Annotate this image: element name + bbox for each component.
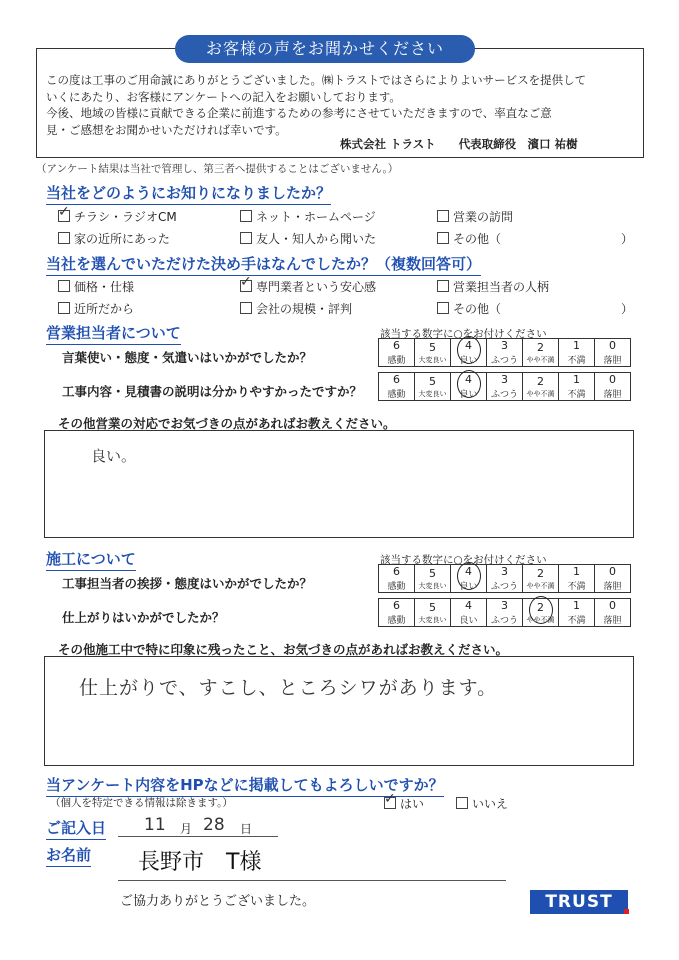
- day-unit: 日: [240, 822, 253, 836]
- rating-cell[interactable]: [415, 339, 451, 367]
- checkbox[interactable]: [240, 280, 252, 292]
- checkbox[interactable]: [58, 210, 70, 222]
- rating-cell[interactable]: [487, 339, 523, 367]
- intro-line: 見・ご感想をお聞かせいただければ幸いです。: [46, 122, 287, 137]
- sales-question-b: 工事内容・見積書の説明は分かりやすかったですか？: [62, 384, 363, 399]
- rating-cell[interactable]: [595, 599, 631, 627]
- trust-logo: [530, 890, 628, 914]
- q2-option[interactable]: [437, 300, 633, 317]
- rating-cell[interactable]: [487, 599, 523, 627]
- sales-question-a: 言葉使い・態度・気遣いはいかがでしたか？: [62, 350, 313, 365]
- rating-number: 5: [429, 340, 436, 354]
- q2-title: 当社を選んでいただけた決め手はなんでしたか？（複数回答可）: [46, 253, 481, 276]
- rating-number: 1: [573, 339, 580, 352]
- rating-label: 大変良い: [418, 581, 447, 590]
- rating-label: 不満: [567, 390, 586, 400]
- rating-cell[interactable]: [487, 373, 523, 401]
- selected-circle: [457, 370, 481, 398]
- rating-number: 5: [429, 374, 436, 388]
- sales-comment-text: 良い。: [91, 447, 137, 465]
- rating-table: [378, 372, 631, 401]
- rating-label: 不満: [567, 616, 586, 626]
- rating-cell[interactable]: [487, 565, 523, 593]
- rating-cell[interactable]: [415, 565, 451, 593]
- rating-number: 1: [573, 565, 580, 578]
- date-underline: [118, 836, 278, 837]
- rating-label: 良い: [459, 616, 478, 626]
- rating-instruction: 該当する数字に○をお付けください: [380, 328, 547, 340]
- q2-option[interactable]: [437, 278, 549, 295]
- survey-title-banner: お客様の声をお聞かせください: [175, 35, 475, 63]
- option-label: 専門業者という安心感: [256, 280, 377, 294]
- rating-row: [379, 339, 631, 367]
- rating-cell[interactable]: [451, 565, 487, 593]
- logo-dot: [624, 909, 629, 914]
- rating-cell[interactable]: [559, 339, 595, 367]
- rating-number: 3: [501, 565, 508, 578]
- rating-label: やや不満: [526, 615, 555, 624]
- rating-instruction: 該当する数字に○をお付けください: [380, 554, 547, 566]
- logo-text: TRUST: [545, 892, 613, 912]
- option-label: いいえ: [472, 797, 509, 811]
- selected-circle: [529, 596, 553, 624]
- q2-option[interactable]: [240, 300, 352, 317]
- q1-option[interactable]: [437, 230, 633, 247]
- publish-note: （個人を特定できる情報は除きます。）: [50, 797, 233, 809]
- rating-number: 3: [501, 339, 508, 352]
- rating-label: 落胆: [603, 390, 622, 400]
- q1-title: 当社をどのようにお知りになりましたか？: [46, 182, 331, 205]
- rating-cell[interactable]: [595, 339, 631, 367]
- option-label: 家の近所にあった: [74, 232, 170, 246]
- option-label: その他（ ）: [453, 232, 634, 246]
- rating-label: 大変良い: [418, 355, 447, 364]
- rating-number: 2: [537, 600, 544, 614]
- option-label: 営業担当者の人柄: [453, 280, 550, 294]
- option-label: その他（ ）: [453, 302, 634, 316]
- rating-label: 感動: [387, 582, 406, 592]
- date-day: 28: [203, 815, 225, 835]
- intro-line: 今後、地域の皆様に貢献できる企業に前進するための参考にさせていただきますので、率直なご意: [46, 106, 552, 120]
- q2-option[interactable]: [240, 278, 376, 295]
- rating-cell[interactable]: [379, 339, 415, 367]
- construction-comment-text: 仕上がりで、すこし、ところシワがあります。: [79, 677, 498, 699]
- rating-label: ふつう: [490, 616, 518, 626]
- rating-number: 2: [537, 566, 544, 580]
- rating-label: やや不満: [526, 355, 555, 364]
- rating-label: 良い: [459, 390, 478, 400]
- rating-cell[interactable]: [451, 599, 487, 627]
- q2-option[interactable]: [58, 300, 134, 317]
- q1-option[interactable]: [58, 208, 177, 225]
- rating-label: 不満: [567, 582, 586, 592]
- rating-number: 4: [465, 339, 472, 352]
- rating-label: 大変良い: [418, 389, 447, 398]
- rating-number: 1: [573, 599, 580, 612]
- checkbox[interactable]: [58, 232, 70, 244]
- customer-name: 長野市 T様: [138, 850, 262, 875]
- rating-number: 4: [465, 599, 472, 612]
- rating-label: やや不満: [526, 581, 555, 590]
- checkbox[interactable]: [437, 210, 449, 222]
- rating-table: [378, 598, 631, 627]
- rating-number: 2: [537, 340, 544, 354]
- rating-number: 1: [573, 373, 580, 386]
- rating-cell[interactable]: [523, 599, 559, 627]
- sales-comment-prompt: その他営業の対応でお気づきの点があればお教えください。: [58, 416, 396, 431]
- rating-number: 5: [429, 566, 436, 580]
- rating-cell[interactable]: [559, 373, 595, 401]
- checkbox[interactable]: [437, 302, 449, 314]
- rating-number: 0: [609, 339, 616, 352]
- rating-number: 2: [537, 374, 544, 388]
- option-label: ネット・ホームページ: [256, 210, 376, 224]
- q1-option[interactable]: [240, 208, 376, 225]
- intro-line: いくにあたり、お客様にアンケートへの記入をお願いしております。: [46, 89, 401, 104]
- checkbox[interactable]: [437, 232, 449, 244]
- rating-label: 感動: [387, 390, 406, 400]
- rating-number: 0: [609, 565, 616, 578]
- option-label: 価格・仕様: [74, 280, 135, 294]
- thanks-message: ご協力ありがとうございました。: [120, 894, 316, 909]
- rating-number: 0: [609, 599, 616, 612]
- rating-cell[interactable]: [595, 565, 631, 593]
- rating-number: 3: [501, 373, 508, 386]
- checkbox[interactable]: [58, 302, 70, 314]
- rating-label: ふつう: [490, 390, 518, 400]
- disclaimer: （アンケート結果は当社で管理し、第三者へ提供することはございません。）: [36, 163, 399, 175]
- signature: 株式会社 トラスト 代表取締役 濱口 祐樹: [340, 137, 578, 151]
- rating-number: 6: [393, 599, 400, 612]
- q2-option[interactable]: [58, 278, 134, 295]
- rating-label: 落胆: [603, 356, 622, 366]
- construction-comment-prompt: その他施工中で特に印象に残ったこと、お気づきの点があればお教えください。: [58, 642, 509, 657]
- rating-cell[interactable]: [523, 565, 559, 593]
- construction-section-title: 施工について: [46, 548, 136, 571]
- selected-circle: [457, 562, 481, 590]
- rating-cell[interactable]: [559, 599, 595, 627]
- sales-section-title: 営業担当者について: [46, 322, 181, 345]
- rating-table: [378, 338, 631, 367]
- option-label: 友人・知人から聞いた: [256, 232, 377, 246]
- option-label: 会社の規模・評判: [256, 302, 353, 316]
- rating-label: 良い: [459, 582, 478, 592]
- name-label: お名前: [46, 844, 91, 867]
- name-underline: [118, 880, 506, 881]
- rating-cell[interactable]: [379, 599, 415, 627]
- rating-number: 5: [429, 600, 436, 614]
- rating-cell[interactable]: [523, 339, 559, 367]
- rating-cell[interactable]: [379, 373, 415, 401]
- construction-question-b: 仕上がりはいかがでしたか？: [62, 610, 225, 625]
- rating-label: 不満: [567, 356, 586, 366]
- q1-option[interactable]: [437, 208, 513, 225]
- rating-number: 6: [393, 339, 400, 352]
- checkbox[interactable]: [384, 797, 396, 809]
- rating-label: ふつう: [490, 582, 518, 592]
- rating-label: 落胆: [603, 616, 622, 626]
- rating-row: [379, 565, 631, 593]
- rating-cell[interactable]: [559, 565, 595, 593]
- rating-label: 良い: [459, 356, 478, 366]
- checkbox[interactable]: [240, 210, 252, 222]
- checkbox[interactable]: [240, 232, 252, 244]
- rating-label: 感動: [387, 356, 406, 366]
- q1-option[interactable]: [58, 230, 170, 247]
- rating-number: 6: [393, 373, 400, 386]
- intro-line: この度は工事のご用命誠にありがとうございました。㈱トラストではさらによりよいサービスを提供して: [46, 73, 587, 87]
- rating-cell[interactable]: [379, 565, 415, 593]
- publish-yes-option[interactable]: [384, 795, 424, 812]
- construction-comment-box[interactable]: [44, 656, 634, 766]
- rating-label: 落胆: [603, 582, 622, 592]
- rating-label: 大変良い: [418, 615, 447, 624]
- rating-number: 4: [465, 373, 472, 386]
- rating-number: 6: [393, 565, 400, 578]
- option-label: 近所だから: [74, 302, 135, 316]
- intro-text: [46, 72, 636, 138]
- date-month: 11: [144, 815, 166, 835]
- checkbox[interactable]: [240, 302, 252, 314]
- option-label: 営業の訪問: [453, 210, 514, 224]
- publish-question-title: 当アンケート内容をHPなどに掲載してもよろしいですか？: [46, 774, 444, 797]
- checkbox[interactable]: [456, 797, 468, 809]
- option-label: はい: [400, 797, 425, 811]
- option-label: チラシ・ラジオCM: [74, 210, 177, 224]
- q1-option[interactable]: [240, 230, 376, 247]
- rating-number: 0: [609, 373, 616, 386]
- checkbox[interactable]: [437, 280, 449, 292]
- selected-circle: [457, 336, 481, 364]
- rating-number: 3: [501, 599, 508, 612]
- rating-row: [379, 373, 631, 401]
- checkbox[interactable]: [58, 280, 70, 292]
- publish-no-option[interactable]: [456, 795, 508, 812]
- rating-cell[interactable]: [523, 373, 559, 401]
- date-label: ご記入日: [46, 817, 106, 840]
- rating-cell[interactable]: [415, 373, 451, 401]
- month-unit: 月: [180, 822, 193, 836]
- rating-table: [378, 564, 631, 593]
- sales-comment-box[interactable]: [44, 430, 634, 538]
- construction-question-a: 工事担当者の挨拶・態度はいかがでしたか？: [62, 576, 313, 591]
- rating-cell[interactable]: [451, 373, 487, 401]
- rating-row: [379, 599, 631, 627]
- rating-number: 4: [465, 565, 472, 578]
- rating-cell[interactable]: [595, 373, 631, 401]
- rating-label: ふつう: [490, 356, 518, 366]
- rating-label: 感動: [387, 616, 406, 626]
- rating-label: やや不満: [526, 389, 555, 398]
- rating-cell[interactable]: [451, 339, 487, 367]
- rating-cell[interactable]: [415, 599, 451, 627]
